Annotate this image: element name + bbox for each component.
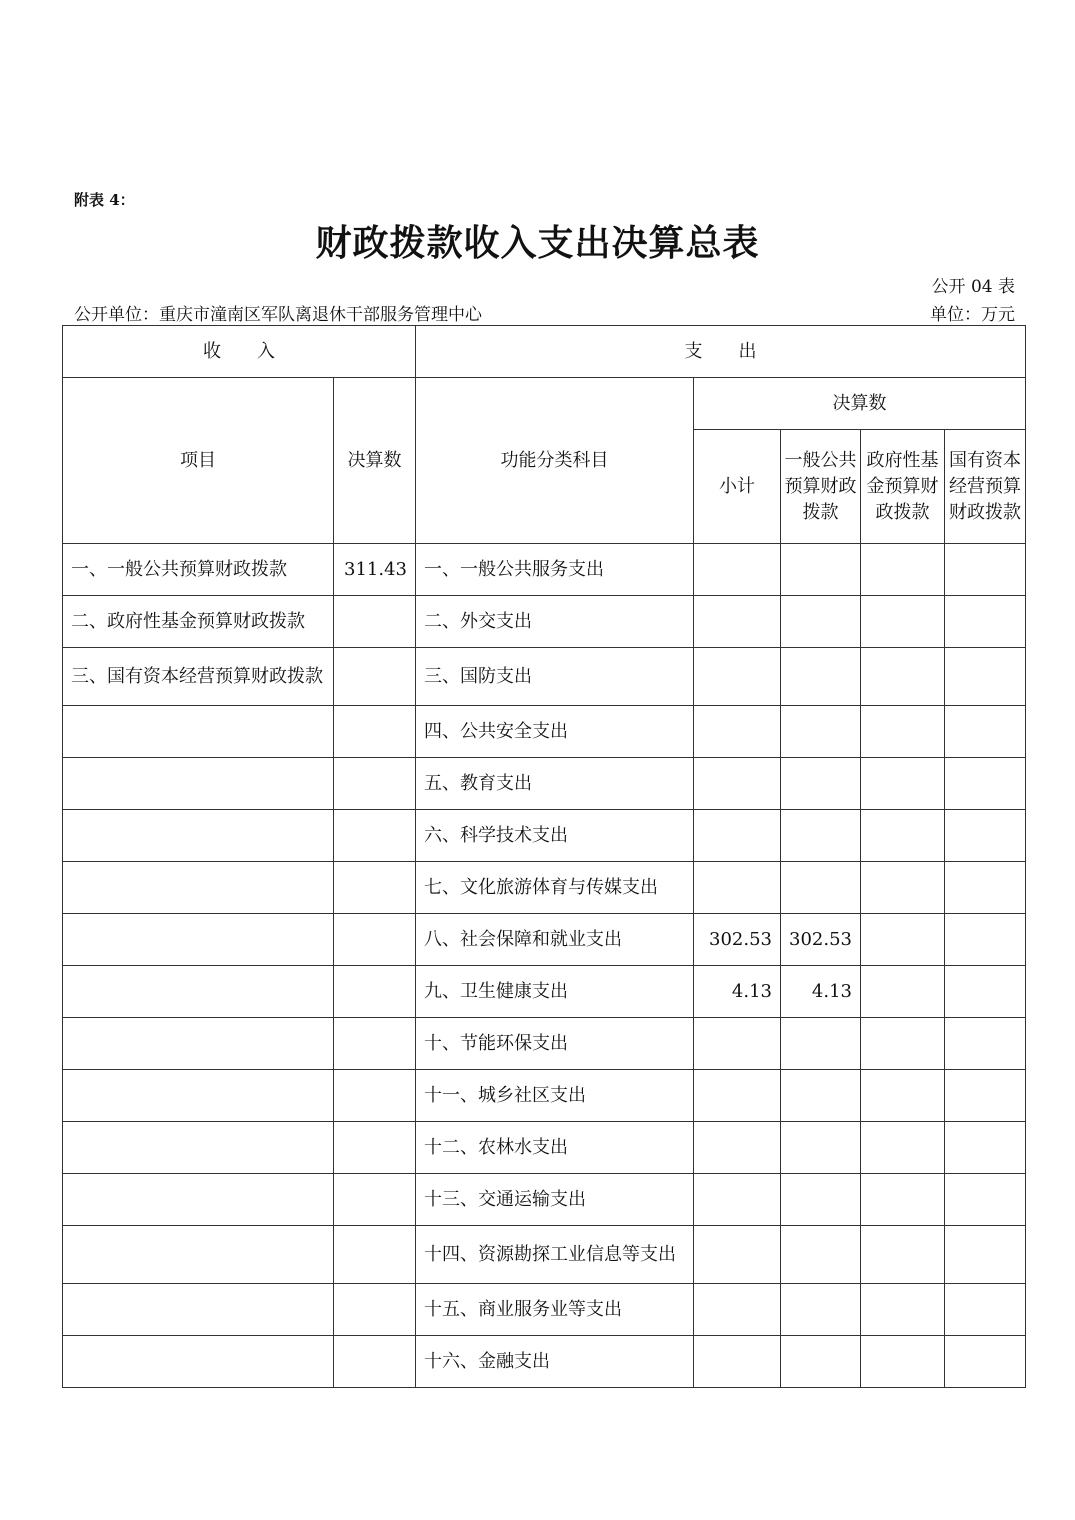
table-row	[63, 1174, 1026, 1226]
table-row	[63, 706, 1026, 758]
subtotal-cell	[694, 1336, 781, 1388]
general-budget-cell	[781, 1174, 861, 1226]
column-header-gov-fund: 政府性基金预算财政拨款	[861, 430, 945, 544]
attachment-label: 附表 4：	[74, 191, 135, 209]
subtotal-cell: 4.13	[694, 966, 781, 1018]
income-item-cell: 一、一般公共预算财政拨款	[63, 544, 334, 596]
gov-fund-cell	[861, 1284, 945, 1336]
income-item-cell: 二、政府性基金预算财政拨款	[63, 596, 334, 648]
column-header-amount-group: 决算数	[694, 378, 1026, 430]
state-capital-cell	[945, 706, 1026, 758]
function-category-cell: 十二、农林水支出	[416, 1122, 694, 1174]
table-row	[63, 1226, 1026, 1284]
state-capital-cell	[945, 1226, 1026, 1284]
general-budget-cell	[781, 596, 861, 648]
income-item-cell	[63, 1070, 334, 1122]
general-budget-cell	[781, 1284, 861, 1336]
income-amount-cell	[334, 1174, 416, 1226]
income-amount-cell	[334, 810, 416, 862]
table-row	[63, 1284, 1026, 1336]
income-amount-cell	[334, 1122, 416, 1174]
income-amount-cell	[334, 966, 416, 1018]
column-header-item: 项目	[63, 378, 334, 544]
function-category-cell: 十三、交通运输支出	[416, 1174, 694, 1226]
state-capital-cell	[945, 648, 1026, 706]
income-item-cell	[63, 810, 334, 862]
function-category-cell: 十六、金融支出	[416, 1336, 694, 1388]
gov-fund-cell	[861, 1226, 945, 1284]
state-capital-cell	[945, 810, 1026, 862]
page-title: 财政拨款收入支出决算总表	[315, 222, 760, 264]
function-category-cell: 八、社会保障和就业支出	[416, 914, 694, 966]
gov-fund-cell	[861, 544, 945, 596]
table-row	[63, 544, 1026, 596]
table-row	[63, 862, 1026, 914]
function-category-cell: 十五、商业服务业等支出	[416, 1284, 694, 1336]
income-amount-cell	[334, 1336, 416, 1388]
state-capital-cell	[945, 596, 1026, 648]
column-header-general-budget: 一般公共预算财政拨款	[781, 430, 861, 544]
general-budget-cell: 4.13	[781, 966, 861, 1018]
state-capital-cell	[945, 914, 1026, 966]
form-number: 公开 04 表	[931, 277, 1015, 297]
function-category-cell: 七、文化旅游体育与传媒支出	[416, 862, 694, 914]
general-budget-cell	[781, 1226, 861, 1284]
gov-fund-cell	[861, 862, 945, 914]
income-item-cell	[63, 1284, 334, 1336]
income-item-cell: 三、国有资本经营预算财政拨款	[63, 648, 334, 706]
income-amount-cell	[334, 648, 416, 706]
income-amount-cell	[334, 1226, 416, 1284]
subtotal-cell	[694, 1122, 781, 1174]
income-item-cell	[63, 706, 334, 758]
income-section-header: 收 入	[63, 326, 416, 378]
function-category-cell: 十一、城乡社区支出	[416, 1070, 694, 1122]
subtotal-cell	[694, 1070, 781, 1122]
state-capital-cell	[945, 1174, 1026, 1226]
currency-unit: 单位：万元	[930, 305, 1015, 325]
state-capital-cell	[945, 1284, 1026, 1336]
general-budget-cell	[781, 810, 861, 862]
income-item-cell	[63, 914, 334, 966]
income-amount-cell	[334, 706, 416, 758]
income-amount-cell	[334, 1284, 416, 1336]
budget-table	[62, 325, 1026, 1388]
function-category-cell: 十四、资源勘探工业信息等支出	[416, 1226, 694, 1284]
income-item-cell	[63, 1122, 334, 1174]
state-capital-cell	[945, 862, 1026, 914]
gov-fund-cell	[861, 1336, 945, 1388]
income-amount-cell: 311.43	[334, 544, 416, 596]
gov-fund-cell	[861, 758, 945, 810]
income-item-cell	[63, 966, 334, 1018]
subtotal-cell	[694, 706, 781, 758]
column-header-state-capital: 国有资本经营预算财政拨款	[945, 430, 1026, 544]
income-amount-cell	[334, 1070, 416, 1122]
income-amount-cell	[334, 1018, 416, 1070]
general-budget-cell: 302.53	[781, 914, 861, 966]
income-item-cell	[63, 1018, 334, 1070]
table-row	[63, 596, 1026, 648]
income-item-cell	[63, 1336, 334, 1388]
expense-section-header: 支 出	[416, 326, 1026, 378]
subtotal-cell	[694, 1174, 781, 1226]
table-row	[63, 648, 1026, 706]
gov-fund-cell	[861, 706, 945, 758]
state-capital-cell	[945, 1122, 1026, 1174]
column-header-subtotal: 小计	[694, 430, 781, 544]
table-row	[63, 1070, 1026, 1122]
function-category-cell: 四、公共安全支出	[416, 706, 694, 758]
gov-fund-cell	[861, 966, 945, 1018]
gov-fund-cell	[861, 1070, 945, 1122]
subtotal-cell: 302.53	[694, 914, 781, 966]
state-capital-cell	[945, 1070, 1026, 1122]
income-item-cell	[63, 1226, 334, 1284]
function-category-cell: 三、国防支出	[416, 648, 694, 706]
subtotal-cell	[694, 596, 781, 648]
subtotal-cell	[694, 1284, 781, 1336]
state-capital-cell	[945, 544, 1026, 596]
subtotal-cell	[694, 544, 781, 596]
table-row	[63, 1018, 1026, 1070]
income-amount-cell	[334, 862, 416, 914]
gov-fund-cell	[861, 810, 945, 862]
table-row	[63, 1122, 1026, 1174]
function-category-cell: 六、科学技术支出	[416, 810, 694, 862]
income-item-cell	[63, 758, 334, 810]
income-amount-cell	[334, 596, 416, 648]
state-capital-cell	[945, 966, 1026, 1018]
general-budget-cell	[781, 1122, 861, 1174]
income-amount-cell	[334, 758, 416, 810]
subtotal-cell	[694, 810, 781, 862]
gov-fund-cell	[861, 1174, 945, 1226]
gov-fund-cell	[861, 596, 945, 648]
income-amount-cell	[334, 914, 416, 966]
function-category-cell: 九、卫生健康支出	[416, 966, 694, 1018]
column-header-amount: 决算数	[334, 378, 416, 544]
subtotal-cell	[694, 862, 781, 914]
gov-fund-cell	[861, 914, 945, 966]
general-budget-cell	[781, 706, 861, 758]
gov-fund-cell	[861, 648, 945, 706]
state-capital-cell	[945, 1018, 1026, 1070]
general-budget-cell	[781, 758, 861, 810]
subtotal-cell	[694, 1018, 781, 1070]
table-row	[63, 758, 1026, 810]
income-item-cell	[63, 1174, 334, 1226]
gov-fund-cell	[861, 1018, 945, 1070]
table-row	[63, 966, 1026, 1018]
function-category-cell: 五、教育支出	[416, 758, 694, 810]
table-row	[63, 810, 1026, 862]
table-row	[63, 1336, 1026, 1388]
general-budget-cell	[781, 862, 861, 914]
table-row	[63, 914, 1026, 966]
general-budget-cell	[781, 648, 861, 706]
gov-fund-cell	[861, 1122, 945, 1174]
income-item-cell	[63, 862, 334, 914]
section-header-row	[63, 326, 1026, 378]
column-header-row-1	[63, 378, 1026, 430]
state-capital-cell	[945, 1336, 1026, 1388]
subtotal-cell	[694, 648, 781, 706]
reporting-unit: 公开单位：重庆市潼南区军队离退休干部服务管理中心	[74, 305, 482, 325]
subtotal-cell	[694, 1226, 781, 1284]
state-capital-cell	[945, 758, 1026, 810]
function-category-cell: 一、一般公共服务支出	[416, 544, 694, 596]
general-budget-cell	[781, 1336, 861, 1388]
function-category-cell: 十、节能环保支出	[416, 1018, 694, 1070]
subtotal-cell	[694, 758, 781, 810]
general-budget-cell	[781, 544, 861, 596]
general-budget-cell	[781, 1018, 861, 1070]
general-budget-cell	[781, 1070, 861, 1122]
column-header-function: 功能分类科目	[416, 378, 694, 544]
function-category-cell: 二、外交支出	[416, 596, 694, 648]
